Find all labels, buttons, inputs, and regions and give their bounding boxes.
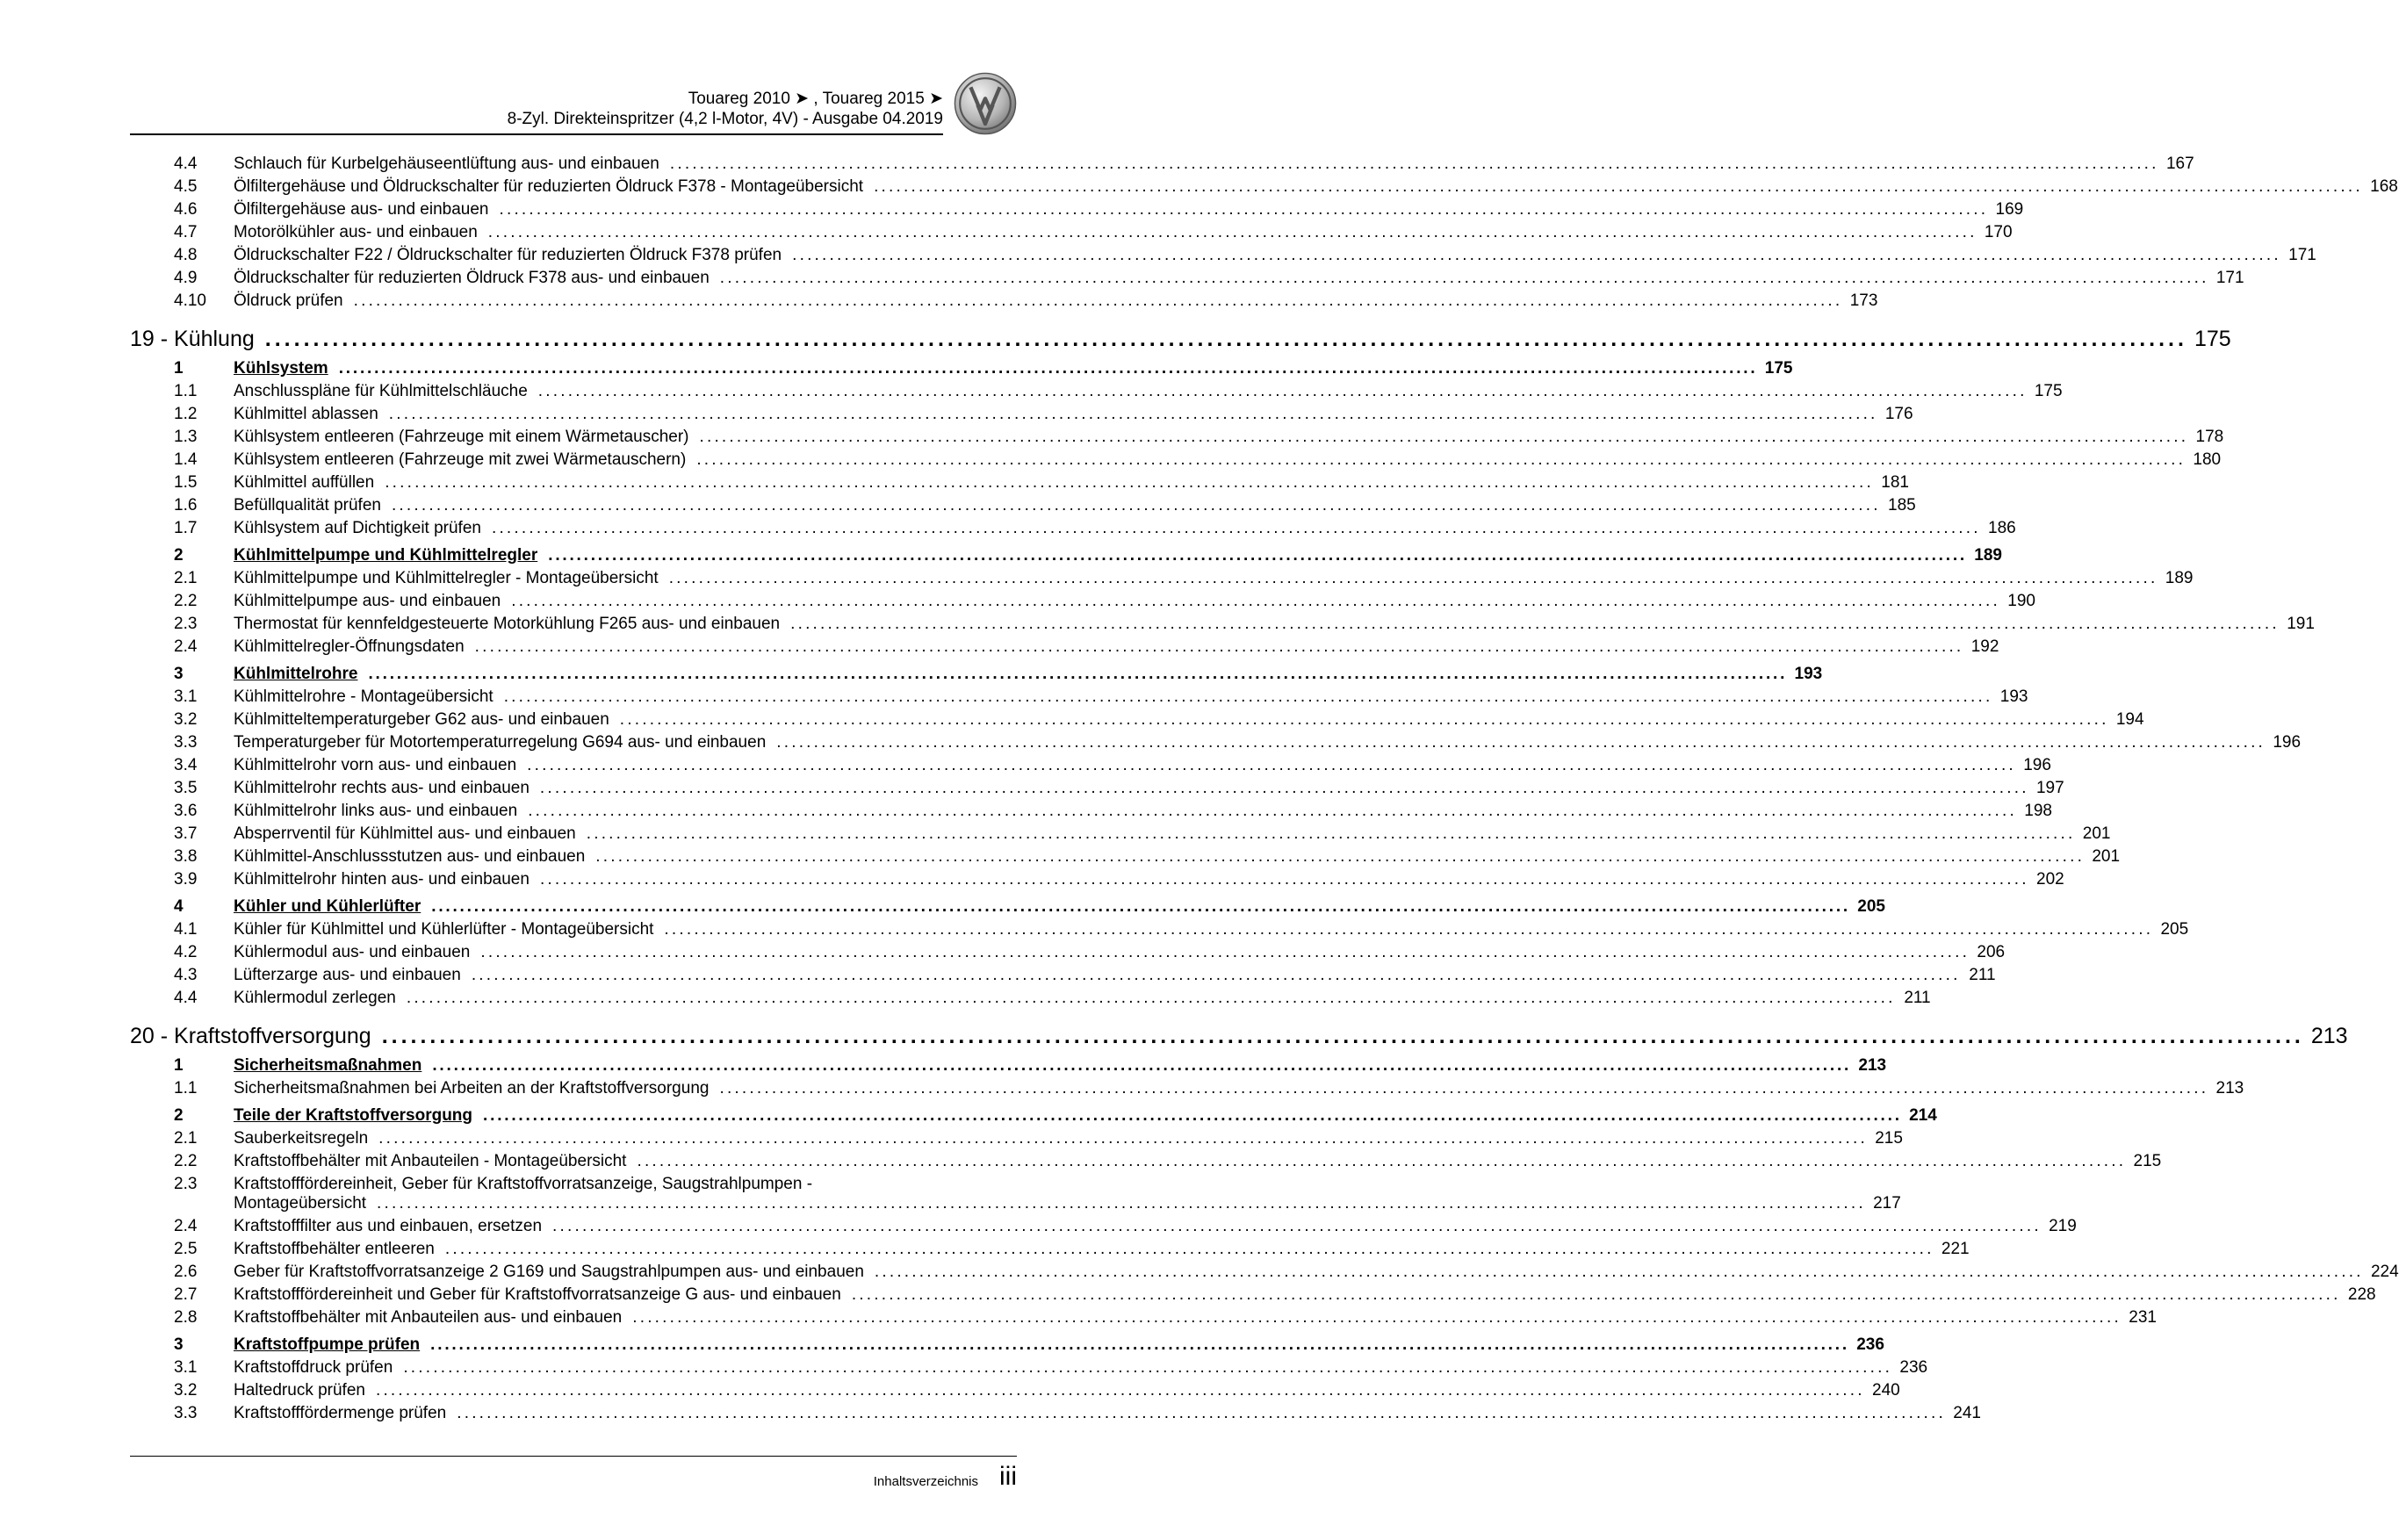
toc-page-number: 169 [1995,200,2024,219]
toc-leader-dots: ........................................................................................................................................................................................................ [696,450,2186,469]
toc-entry[interactable] [130,710,2144,733]
toc-leader-dots: ........................................................................................................................................................................................................ [619,710,2109,729]
toc-number: 1.3 [174,428,198,446]
toc-entry[interactable] [130,519,2016,542]
toc-entry[interactable] [130,1285,2376,1308]
toc-entry[interactable] [130,779,2064,802]
footer-page-number: iii [999,1462,1017,1491]
toc-page-number: 224 [2370,1263,2399,1281]
toc-entry[interactable] [130,1217,2077,1240]
toc-number: 1.5 [174,473,198,492]
toc-title: Kraftstoffbehälter entleeren [234,1240,435,1258]
toc-page-number: 217 [1873,1194,1901,1213]
toc-leader-dots: ........................................................................................................................................................................................................ [792,246,2281,264]
toc-entry[interactable] [130,269,2244,291]
toc-entry[interactable] [130,687,2028,710]
toc-number: 3.1 [174,1358,198,1377]
toc-title: Thermostat für kennfeldgesteuerte Motorkühlung F265 aus- und einbauen [234,615,781,633]
toc-title: Öldruckschalter für reduzierten Öldruck F378 aus- und einbauen [234,269,710,287]
toc-page-number: 215 [1875,1129,1903,1148]
toc-number: 2.1 [174,569,198,587]
toc-entry[interactable] [130,592,2035,615]
toc-title: Kühlsystem entleeren (Fahrzeuge mit zwei Wärmetauschern) [234,450,687,469]
toc-entry[interactable] [130,246,2316,269]
toc-page-number: 198 [2024,802,2052,820]
toc-page-number: 189 [2165,569,2194,587]
toc-entry[interactable] [130,428,2224,450]
toc-title: Geber für Kraftstoffvorratsanzeige 2 G169 und Saugstrahlpumpen aus- und einbauen [234,1263,864,1281]
toc-page-number: 170 [1984,223,2013,241]
toc-title: Kühlmittelrohr links aus- und einbauen [234,802,518,820]
toc-page-number: 178 [2195,428,2224,446]
toc-leader-dots: ........................................................................................................................................................................................................ [539,870,2029,889]
toc-entry[interactable] [130,1358,1928,1381]
toc-number: 4.1 [174,920,198,939]
toc-leader-dots: ........................................................................................................................................................................................................ [381,1024,2304,1048]
toc-title: Kühlermodul aus- und einbauen [234,943,471,961]
toc-number: 4.8 [174,246,198,264]
toc-entry[interactable] [130,155,2194,177]
toc-entry[interactable] [130,291,1878,314]
toc-entry[interactable] [130,989,1931,1011]
toc-leader-dots: ........................................................................................................................................................................................................ [586,824,2076,843]
toc-title: Kühlmittelpumpe aus- und einbauen [234,592,501,610]
toc-title: Kraftstoffbehälter mit Anbauteilen - Montageübersicht [234,1152,627,1170]
toc-entry[interactable] [130,802,2052,824]
toc-number: 3.9 [174,870,198,889]
header-engine-edition: 8-Zyl. Direkteinspritzer (4,2 l-Motor, 4V) - Ausgabe 04.2019 [507,110,943,128]
toc-page-number: 175 [2034,382,2063,400]
toc-page-number: 221 [1941,1240,1970,1258]
toc-entry[interactable] [130,847,2121,870]
header-vehicle-models: Touareg 2010 ➤ , Touareg 2015 ➤ [688,90,943,108]
toc-title: Kühlsystem entleeren (Fahrzeuge mit einem Wärmetauscher) [234,428,689,446]
toc-number: 4.2 [174,943,198,961]
toc-title: Kraftstoffbehälter mit Anbauteilen aus- und einbauen [234,1308,623,1327]
toc-page-number: 215 [2133,1152,2162,1170]
toc-number: 2.8 [174,1308,198,1327]
toc-number: 3.3 [174,733,198,752]
toc-leader-dots: ........................................................................................................................................................................................................ [632,1308,2122,1327]
toc-leader-dots: ........................................................................................................................................................................................................ [527,756,2016,774]
toc-leader-dots: ........................................................................................................................................................................................................ [499,200,1989,219]
toc-leader-dots: ........................................................................................................................................................................................................ [548,546,1967,565]
toc-title: Kühler und Kühlerlüfter [234,897,421,916]
toc-title: Kühlmittelrohr rechts aus- und einbauen [234,779,530,797]
toc-leader-dots: ........................................................................................................................................................................................................ [699,428,2189,446]
toc-number: 3.8 [174,847,198,866]
toc-title: Kühler für Kühlmittel und Kühlerlüfter - Montageübersicht [234,920,654,939]
toc-leader-dots: ........................................................................................................................................................................................................ [669,155,2159,173]
toc-number: 2 [174,546,184,565]
page-header [130,84,943,135]
toc-section[interactable] [130,1106,1937,1129]
toc-section[interactable] [130,1056,1887,1079]
toc-page-number: 167 [2165,155,2194,173]
toc-title: Kühlmittel auffüllen [234,473,375,492]
page-footer [130,1456,1017,1491]
toc-leader-dots: ........................................................................................................................................................................................................ [444,1240,1934,1258]
toc-title: Kühlmittelrohre [234,665,358,683]
toc-leader-dots: ........................................................................................................................................................................................................ [503,687,1993,706]
toc-title: Befüllqualität prüfen [234,496,381,515]
toc-number: 3.3 [174,1404,198,1422]
toc-title: Lüfterzarge aus- und einbauen [234,966,461,984]
toc-number: 3.6 [174,802,198,820]
toc-number: 1 [174,1056,184,1075]
toc-title: Kraftstoffpumpe prüfen [234,1335,421,1354]
toc-page-number: 201 [2082,824,2111,843]
toc-number: 1.2 [174,405,198,423]
toc-entry[interactable] [130,496,1916,519]
toc-entry[interactable] [130,177,2398,200]
toc-entry[interactable] [130,569,2194,592]
toc-leader-dots: ........................................................................................................................................................................................................ [430,1335,1849,1354]
toc-page-number: 213 [2215,1079,2244,1097]
toc-title: Kraftstoffdruck prüfen [234,1358,393,1377]
toc-section[interactable] [130,359,1793,382]
table-of-contents [130,155,2399,1427]
toc-title: Kühlsystem [234,359,328,378]
toc-leader-dots: ........................................................................................................................................................................................................ [368,665,1788,683]
toc-title: Sicherheitsmaßnahmen [234,1056,422,1075]
toc-leader-dots: ........................................................................................................................................................................................................ [457,1404,1946,1422]
toc-number: 4.7 [174,223,198,241]
toc-section[interactable] [130,1335,1884,1358]
toc-page-number: 196 [2273,733,2302,752]
toc-entry[interactable] [130,382,2063,405]
toc-number: 4.4 [174,989,198,1007]
toc-leader-dots: ........................................................................................................................................................................................................ [471,966,1961,984]
toc-title: Temperaturgeber für Motortemperaturregelung G694 aus- und einbauen [234,733,767,752]
toc-leader-dots: ........................................................................................................................................................................................................ [491,519,1981,537]
toc-page-number: 211 [1969,966,1996,984]
toc-title: Haltedruck prüfen [234,1381,365,1400]
toc-number: 2.7 [174,1285,198,1304]
toc-page-number: 236 [1856,1335,1884,1354]
toc-entry[interactable] [130,1152,2162,1175]
toc-title: Kühlmittelregler-Öffnungsdaten [234,637,465,656]
toc-entry[interactable] [130,1079,2244,1102]
toc-page-number: 176 [1884,405,1913,423]
toc-title: Kühlmitteltemperaturgeber G62 aus- und einbauen [234,710,609,729]
toc-page-number: 228 [2347,1285,2376,1304]
toc-page-number: 186 [1988,519,2016,537]
toc-title: Teile der Kraftstoffversorgung [234,1106,473,1125]
toc-page-number: 236 [1899,1358,1928,1377]
toc-number: 2 [174,1106,184,1125]
toc-entry[interactable] [130,1263,2399,1285]
toc-title: Ölfiltergehäuse und Öldruckschalter für reduzierten Öldruck F378 - Montageübersicht [234,177,864,196]
toc-title: Ölfiltergehäuse aus- und einbauen [234,200,489,219]
toc-page-number: 206 [1977,943,2006,961]
toc-title: Kraftstofffördermenge prüfen [234,1404,447,1422]
toc-number: 3 [174,1335,184,1354]
toc-leader-dots: ........................................................................................................................................................................................................ [874,177,2363,196]
toc-page-number: 201 [2092,847,2121,866]
toc-number: 2.1 [174,1129,198,1148]
toc-leader-dots: ........................................................................................................................................................................................................ [637,1152,2127,1170]
toc-leader-dots: ........................................................................................................................................................................................................ [668,569,2158,587]
toc-entry[interactable] [130,450,2222,473]
toc-number: 2.2 [174,1152,198,1170]
toc-leader-dots: ........................................................................................................................................................................................................ [378,1129,1868,1148]
toc-number: 1.1 [174,382,198,400]
toc-page-number: 213 [2310,1024,2348,1048]
toc-leader-dots: ........................................................................................................................................................................................................ [719,1079,2209,1097]
toc-page-number: 189 [1974,546,2002,565]
toc-title: Kühlmittel ablassen [234,405,378,423]
toc-number: 1 [174,359,184,378]
toc-leader-dots: ........................................................................................................................................................................................................ [874,1263,2364,1281]
toc-number: 2.2 [174,592,198,610]
toc-title: Absperrventil für Kühlmittel aus- und einbauen [234,824,576,843]
toc-entry[interactable] [130,756,2051,779]
toc-leader-dots: ........................................................................................................................................................................................................ [776,733,2266,752]
toc-entry[interactable] [130,473,1909,496]
toc-title: 19 - Kühlung [130,327,255,351]
toc-page-number: 175 [1764,359,1793,378]
toc-title: Kühlmittelpumpe und Kühlmittelregler - Montageübersicht [234,569,659,587]
toc-number: 4.6 [174,200,198,219]
toc-section[interactable] [130,546,2002,569]
toc-page-number: 193 [1794,665,1823,683]
toc-number: 3.7 [174,824,198,843]
toc-entry[interactable] [130,1308,2157,1331]
toc-page-number: 205 [2160,920,2189,939]
toc-number: 4.5 [174,177,198,196]
toc-page-number: 190 [2007,592,2035,610]
toc-number: 3.1 [174,687,198,706]
toc-entry[interactable] [130,733,2302,756]
toc-leader-dots: ........................................................................................................................................................................................................ [385,473,1874,492]
toc-number: 4.3 [174,966,198,984]
toc-entry[interactable] [130,870,2064,893]
toc-page-number: 181 [1881,473,1909,492]
toc-leader-dots: ........................................................................................................................................................................................................ [353,291,1843,310]
toc-leader-dots: ........................................................................................................................................................................................................ [539,779,2029,797]
toc-entry[interactable] [130,1381,1900,1404]
toc-page-number: 205 [1857,897,1885,916]
toc-number: 3.5 [174,779,198,797]
toc-number: 3.2 [174,710,198,729]
toc-leader-dots: ........................................................................................................................................................................................................ [406,989,1896,1007]
toc-title: Kühlmittel-Anschlussstutzen aus- und einbauen [234,847,586,866]
toc-number: 2.6 [174,1263,198,1281]
toc-entry[interactable] [130,1129,1903,1152]
toc-leader-dots: ........................................................................................................................................................................................................ [595,847,2086,866]
toc-title: Kühlmittelrohre - Montageübersicht [234,687,493,706]
toc-entry[interactable] [130,824,2111,847]
toc-title: Sauberkeitsregeln [234,1129,369,1148]
toc-title: Kühlmittelrohr hinten aus- und einbauen [234,870,530,889]
toc-title: Öldruckschalter F22 / Öldruckschalter für reduzierten Öldruck F378 prüfen [234,246,782,264]
toc-leader-dots: ........................................................................................................................................................................................................ [552,1217,2042,1235]
toc-number: 3.4 [174,756,198,774]
toc-leader-dots: ........................................................................................................................................................................................................ [474,637,1964,656]
toc-chapter[interactable] [130,1024,2348,1052]
toc-number: 2.3 [174,615,198,633]
toc-page-number: 194 [2115,710,2144,729]
toc-title-continued: Montageübersicht [234,1194,367,1213]
toc-page-number: 214 [1909,1106,1937,1125]
toc-number: 2.4 [174,637,198,656]
toc-leader-dots: ........................................................................................................................................................................................................ [664,920,2154,939]
toc-entry[interactable] [130,637,1999,660]
toc-title: Kraftstofffördereinheit, Geber für Kraftstoffvorratsanzeige, Saugstrahlpumpen - [234,1175,813,1193]
toc-page-number: 191 [2287,615,2315,633]
toc-number: 4.9 [174,269,198,287]
toc-page-number: 168 [2370,177,2398,196]
toc-page-number: 211 [1904,989,1931,1007]
toc-page-number: 197 [2035,779,2064,797]
toc-leader-dots: ........................................................................................................................................................................................................ [851,1285,2341,1304]
toc-page-number: 192 [1970,637,1999,656]
toc-page-number: 171 [2288,246,2316,264]
toc-title: Kühlsystem auf Dichtigkeit prüfen [234,519,481,537]
toc-leader-dots: ........................................................................................................................................................................................................ [528,802,2017,820]
toc-leader-dots: ........................................................................................................................................................................................................ [432,1056,1852,1075]
toc-number: 4.4 [174,155,198,173]
toc-entry[interactable] [130,405,1913,428]
toc-leader-dots: ........................................................................................................................................................................................................ [403,1358,1893,1377]
toc-title: Öldruck prüfen [234,291,343,310]
toc-page-number: 173 [1849,291,1878,310]
toc-title: Kühlmittelrohr vorn aus- und einbauen [234,756,517,774]
toc-leader-dots: ........................................................................................................................................................................................................ [377,1194,1866,1213]
toc-number: 3 [174,665,184,683]
toc-page-number: 193 [1999,687,2028,706]
toc-number: 1.1 [174,1079,198,1097]
toc-page-number: 196 [2023,756,2051,774]
toc-section[interactable] [130,897,1885,920]
toc-number: 2.3 [174,1175,198,1193]
toc-leader-dots: ........................................................................................................................................................................................................ [388,405,1878,423]
toc-section[interactable] [130,665,1823,687]
toc-page-number: 213 [1858,1056,1887,1075]
footer-label: Inhaltsverzeichnis [873,1474,978,1489]
toc-entry[interactable] [130,615,2315,637]
toc-leader-dots: ........................................................................................................................................................................................................ [719,269,2209,287]
toc-page-number: 175 [2194,327,2231,351]
toc-leader-dots: ........................................................................................................................................................................................................ [375,1381,1865,1400]
toc-leader-dots: ........................................................................................................................................................................................................ [511,592,2000,610]
toc-number: 1.4 [174,450,198,469]
toc-page-number: 171 [2215,269,2244,287]
toc-page-number: 180 [2193,450,2222,469]
toc-page-number: 231 [2129,1308,2157,1327]
toc-number: 3.2 [174,1381,198,1400]
toc-title: Sicherheitsmaßnahmen bei Arbeiten an der Kraftstoffversorgung [234,1079,710,1097]
toc-number: 2.4 [174,1217,198,1235]
toc-number: 4.10 [174,291,206,310]
toc-page-number: 241 [1953,1404,1981,1422]
toc-title: Kraftstofffördereinheit und Geber für Kraftstoffvorratsanzeige G aus- und einbauen [234,1285,841,1304]
toc-number: 1.6 [174,496,198,515]
toc-entry[interactable] [130,223,2013,246]
toc-leader-dots: ........................................................................................................................................................................................................ [537,382,2028,400]
toc-title: Motorölkühler aus- und einbauen [234,223,478,241]
toc-page-number: 240 [1872,1381,1900,1400]
toc-entry[interactable] [130,966,1996,989]
toc-entry[interactable] [130,920,2189,943]
toc-title: 20 - Kraftstoffversorgung [130,1024,371,1048]
toc-leader-dots: ........................................................................................................................................................................................................ [790,615,2280,633]
toc-number: 4 [174,897,184,916]
toc-entry[interactable] [130,1404,1981,1427]
toc-entry[interactable] [130,943,2006,966]
toc-page-number: 219 [2049,1217,2077,1235]
toc-leader-dots: ........................................................................................................................................................................................................ [480,943,1970,961]
toc-page-number: 202 [2036,870,2064,889]
toc-leader-dots: ........................................................................................................................................................................................................ [391,496,1881,515]
toc-leader-dots: ........................................................................................................................................................................................................ [483,1106,1902,1125]
toc-number: 2.5 [174,1240,198,1258]
toc-leader-dots: ........................................................................................................................................................................................................ [264,327,2187,351]
toc-page-number: 185 [1888,496,1916,515]
toc-title: Kraftstofffilter aus und einbauen, ersetzen [234,1217,543,1235]
toc-title: Kühlmittelpumpe und Kühlmittelregler [234,546,538,565]
toc-title: Anschlusspläne für Kühlmittelschläuche [234,382,528,400]
toc-chapter[interactable] [130,327,2231,355]
toc-entry[interactable] [130,200,2024,223]
toc-title: Kühlermodul zerlegen [234,989,396,1007]
toc-leader-dots: ........................................................................................................................................................................................................ [338,359,1758,378]
toc-leader-dots: ........................................................................................................................................................................................................ [431,897,1850,916]
toc-entry[interactable] [130,1240,1970,1263]
toc-number: 1.7 [174,519,198,537]
toc-title: Schlauch für Kurbelgehäuseentlüftung aus- und einbauen [234,155,659,173]
toc-leader-dots: ........................................................................................................................................................................................................ [487,223,1978,241]
toc-entry[interactable] [130,1175,1901,1217]
vw-logo-icon [954,72,1017,135]
